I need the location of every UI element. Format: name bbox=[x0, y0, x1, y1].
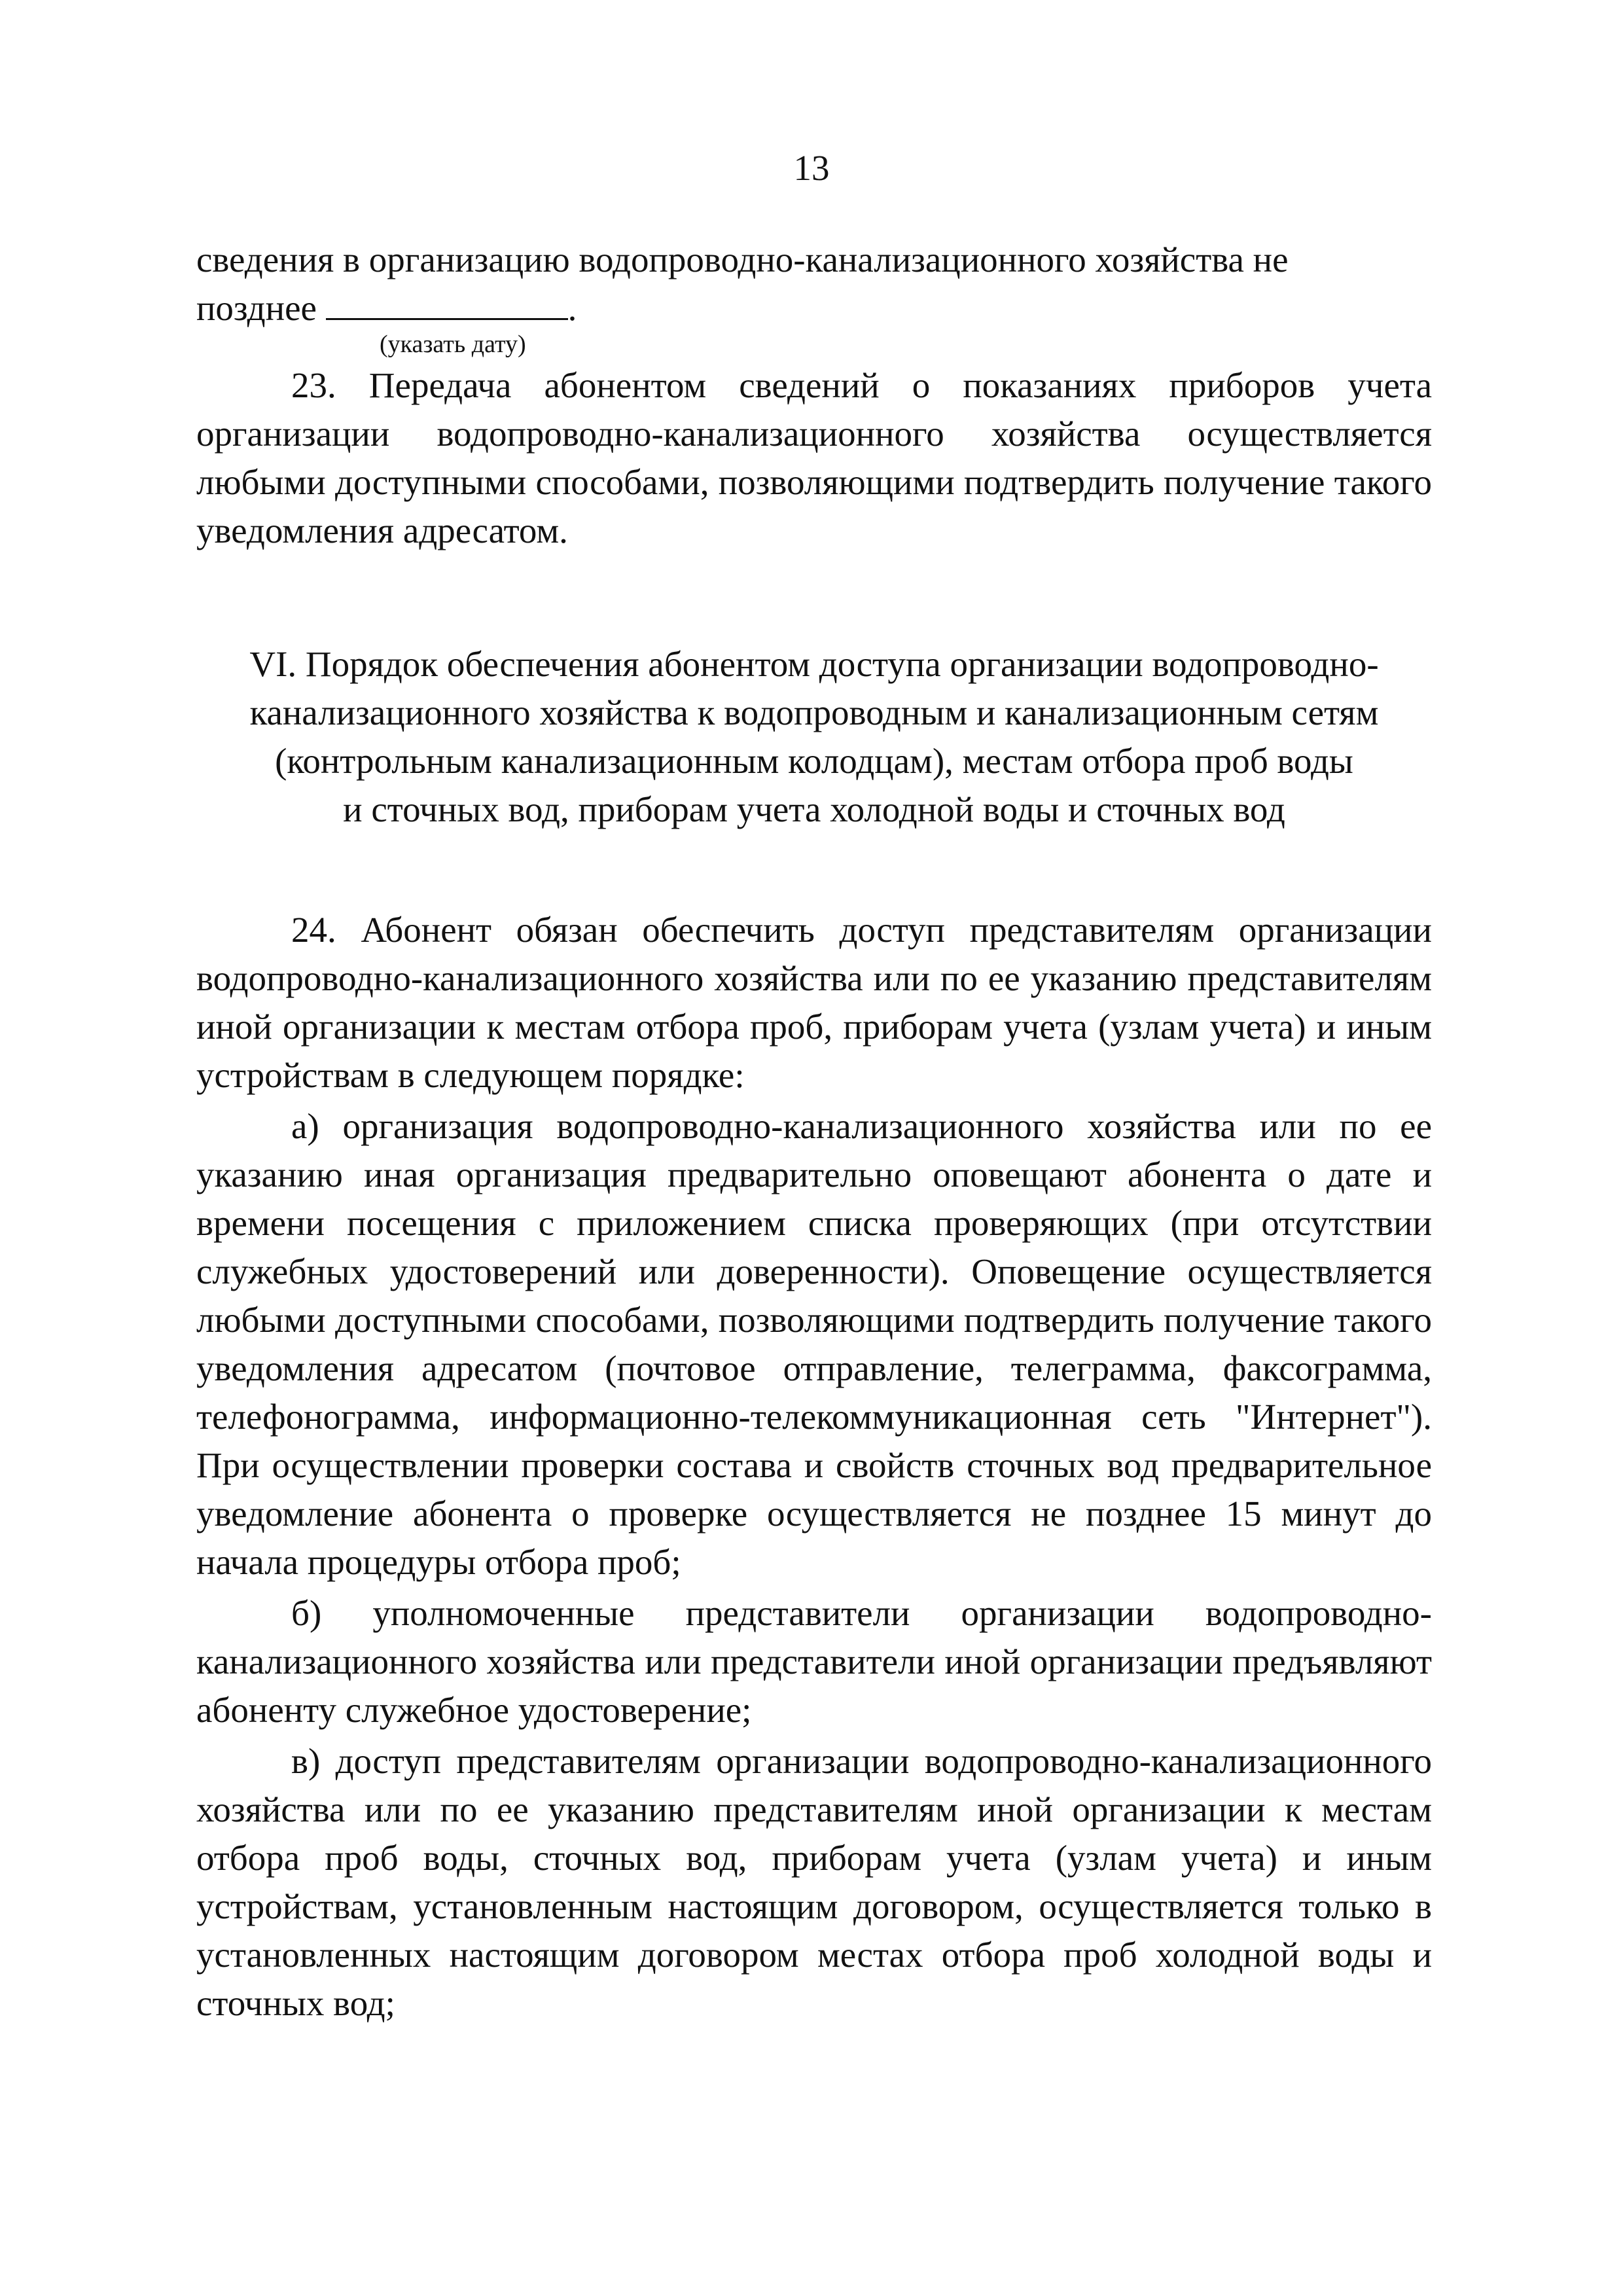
date-blank-line bbox=[326, 285, 568, 320]
section-title-line-4: и сточных вод, приборам учета холодной воды и сточных вод bbox=[343, 789, 1285, 829]
intro-line-2-prefix: позднее bbox=[196, 288, 317, 328]
section-title-line-1: VI. Порядок обеспечения абонентом доступа организации водопроводно- bbox=[249, 644, 1379, 684]
section-title-line-3: (контрольным канализационным колодцам), местам отбора проб воды bbox=[275, 741, 1353, 781]
paragraph-24-a: а) организация водопроводно-канализационного хозяйства или по ее указанию иная организация предварительно оповещают абонента о дате и времени посещения с приложением списка проверяющих (при отсутствии служебных удостоверений или доверенности). Оповещение осуществляется любыми доступными способами, позволяющими подтвердить получение такого уведомления адресатом (почтовое отправление, телеграмма, факсограмма, телефонограмма, информационно-телекоммуникационная сеть "Интернет"). При осуществлении проверки состава и свойств сточных вод предварительное уведомление абонента о проверке осуществляется не позднее 15 минут до начала процедуры отбора проб; bbox=[196, 1106, 1432, 1582]
intro-line-1: сведения в организацию водопроводно-канализационного хозяйства не bbox=[196, 240, 1289, 279]
date-blank-caption: (указать дату) bbox=[380, 331, 526, 358]
section-vi-title bbox=[196, 640, 1432, 834]
intro-paragraph bbox=[196, 236, 1432, 361]
paragraph-24-v: в) доступ представителям организации водопроводно-канализационного хозяйства или по ее указанию представителям иной организации к местам отбора проб воды, сточных вод, приборам учета (узлам учета) и иным устройствам, установленным настоящим договором, осуществляется только в установленных настоящим договором местах отбора проб холодной воды и сточных вод; bbox=[196, 1741, 1432, 2023]
paragraph-24-b: б) уполномоченные представители организации водопроводно-канализационного хозяйства или представители иной организации предъявляют абоненту служебное удостоверение; bbox=[196, 1593, 1432, 1730]
page-number: 13 bbox=[793, 148, 830, 188]
intro-line-2-suffix: . bbox=[567, 288, 577, 328]
document-body bbox=[196, 236, 1432, 2028]
section-title-line-2: канализационного хозяйства к водопроводным и канализационным сетям bbox=[249, 692, 1379, 732]
paragraph-23: 23. Передача абонентом сведений о показаниях приборов учета организации водопроводно-канализационного хозяйства осуществляется любыми доступными способами, позволяющими подтвердить получение такого уведомления адресатом. bbox=[196, 365, 1432, 550]
paragraph-24: 24. Абонент обязан обеспечить доступ представителям организации водопроводно-канализационного хозяйства или по ее указанию представителям иной организации к местам отбора проб, приборам учета (узлам учета) и иным устройствам в следующем порядке: bbox=[196, 910, 1432, 1095]
